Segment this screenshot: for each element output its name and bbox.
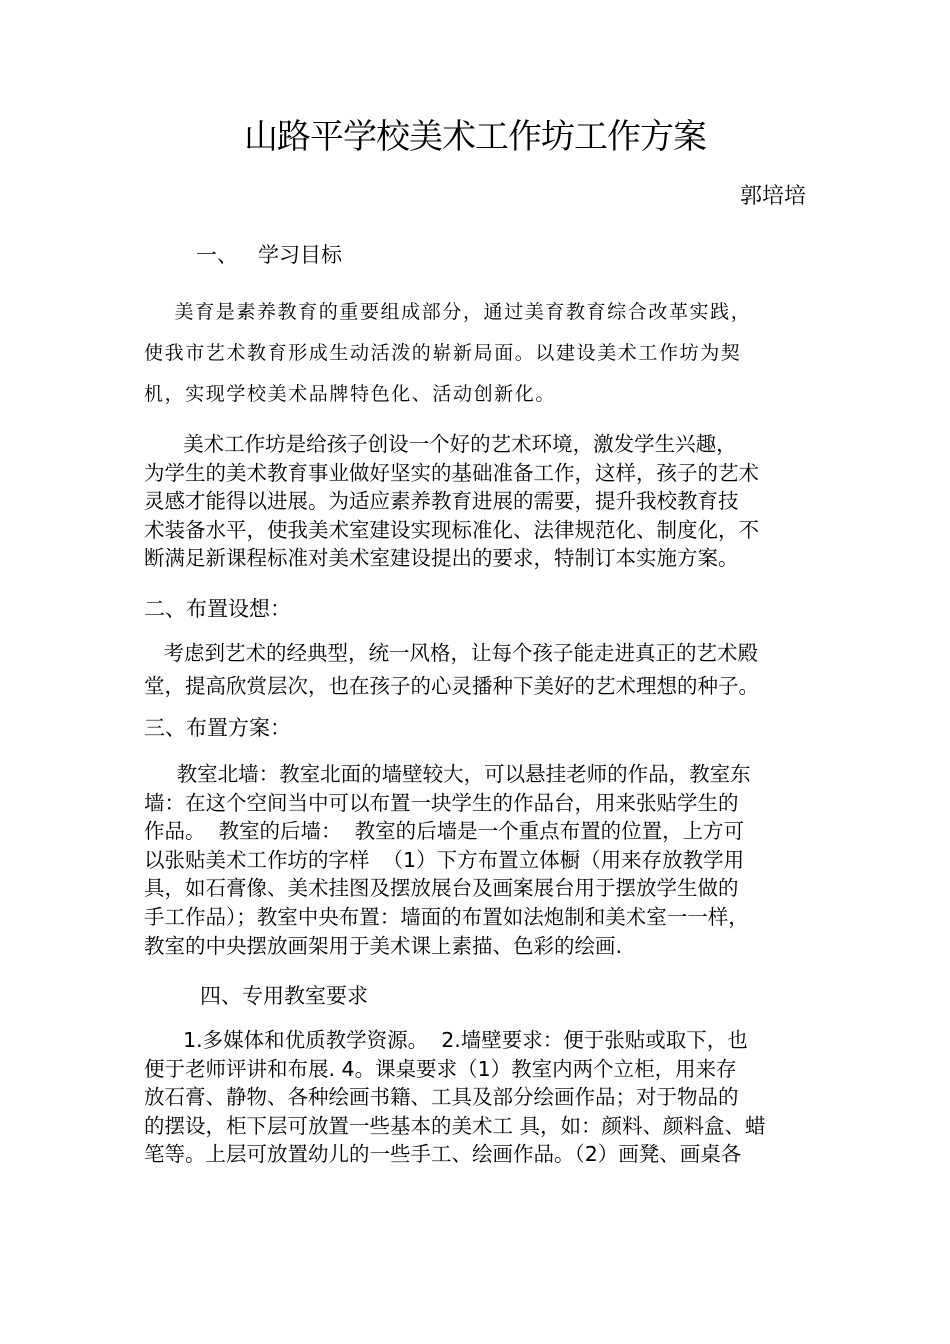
paragraph-line: 教室北墙：教室北面的墙壁较大，可以悬挂老师的作品，教室东 (144, 762, 751, 786)
paragraph-line: 1.多媒体和优质教学资源。 2.墙壁要求：便于张贴或取下，也 (144, 1028, 748, 1052)
paragraph-workshop-intro (144, 430, 812, 573)
paragraph-line: 机，实现学校美术品牌特色化、活动创新化。 (144, 383, 557, 405)
section-heading-learning-goals: 一、 学习目标 (196, 243, 343, 267)
paragraph-line: 使我市艺术教育形成生动活泼的崭新局面。以建设美术工作坊为契 (144, 342, 742, 364)
paragraph-line: 美育是素养教育的重要组成部分，通过美育教育综合改革实践， (144, 301, 752, 323)
paragraph-line: 墙：在这个空间当中可以布置一块学生的作品台，用来张贴学生的 (144, 790, 739, 815)
section-heading-layout-idea: 二、布置设想： (144, 597, 291, 621)
paragraph-line: 笔等。上层可放置幼儿的一些手工、绘画作品。（2）画凳、画桌各 (144, 1142, 742, 1167)
paragraph-line: 手工作品）；教室中央布置：墙面的布置如法炮制和美术室一一样， (144, 904, 749, 929)
paragraph-line: 考虑到艺术的经典型，统一风格，让每个孩子能走进真正的艺术殿 (144, 641, 759, 665)
paragraph-aesthetic-education (144, 292, 812, 415)
paragraph-line: 断满足新课程标准对美术室建设提出的要求，特制订本实施方案。 (144, 546, 739, 571)
paragraph-line: 的摆设，柜下层可放置一些基本的美术工 具，如：颜料、颜料盒、蜡 (144, 1113, 766, 1138)
paragraph-line: 具，如石膏像、美术挂图及摆放展台及画案展台用于摆放学生做的 (144, 876, 739, 901)
section-heading-layout-plan: 三、布置方案： (144, 716, 291, 740)
paragraph-line: 堂，提高欣赏层次，也在孩子的心灵播种下美好的艺术理想的种子。 (144, 674, 759, 698)
paragraph-line: 以张贴美术工作坊的字样 （1）下方布置立体橱（用来存放教学用 (144, 847, 745, 872)
paragraph-line: 灵感才能得以进展。为适应素养教育进展的需要，提升我校教育技 (144, 489, 739, 514)
section-heading-classroom-requirements: 四、专用教室要求 (200, 984, 368, 1008)
author-name: 郭培培 (739, 184, 806, 209)
paragraph-line: 教室的中央摆放画架用于美术课上素描、色彩的绘画. (144, 933, 623, 958)
paragraph-layout-plan (144, 760, 812, 960)
paragraph-line: 为学生的美术教育事业做好坚实的基础准备工作，这样，孩子的艺术 (144, 460, 759, 485)
paragraph-line: 作品。 教室的后墙： 教室的后墙是一个重点布置的位置，上方可 (144, 819, 745, 844)
paragraph-line: 放石膏、静物、各种绘画书籍、工具及部分绘画作品；对于物品的 (144, 1085, 739, 1110)
paragraph-line: 术装备水平，使我美术室建设实现标准化、法律规范化、制度化，不 (144, 517, 759, 542)
paragraph-classroom-requirements (144, 1026, 812, 1169)
paragraph-line: 美术工作坊是给孩子创设一个好的艺术环境，激发学生兴趣， (144, 432, 737, 456)
document-title: 山路平学校美术工作坊工作方案 (244, 117, 706, 157)
paragraph-line: 便于老师评讲和布展. 4。课桌要求（1）教室内两个立柜，用来存 (144, 1056, 737, 1081)
paragraph-layout-idea (144, 637, 812, 703)
